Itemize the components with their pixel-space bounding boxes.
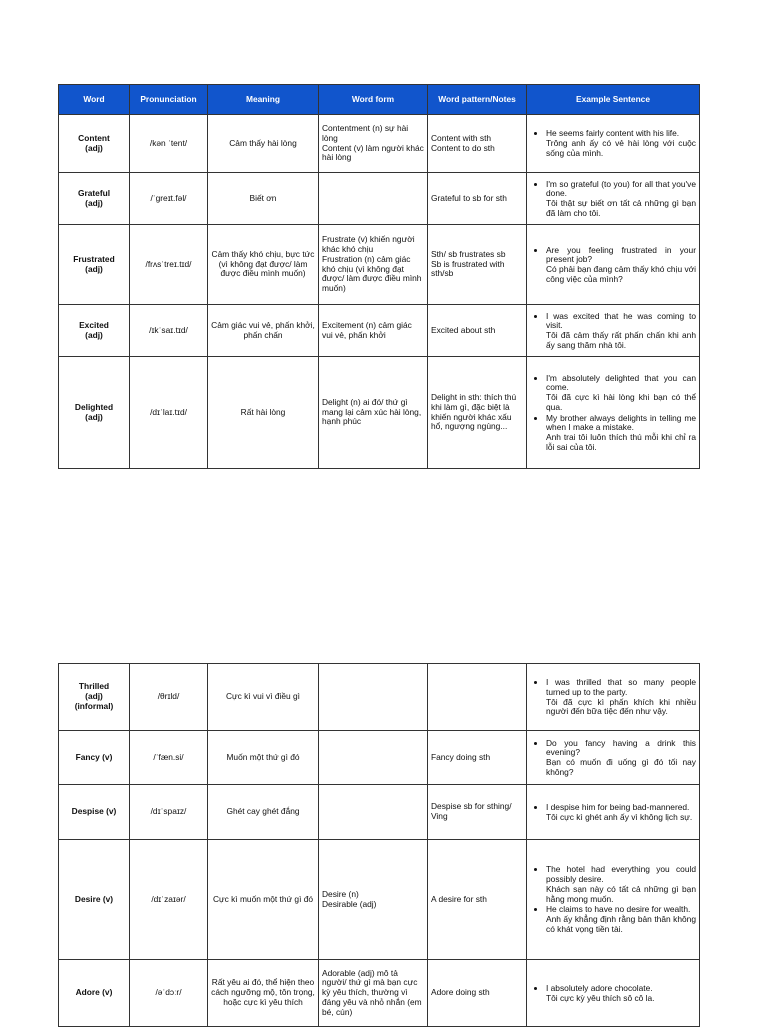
word-form-cell — [319, 785, 428, 840]
pronunciation-cell: /θrɪld/ — [130, 664, 208, 731]
table-row — [59, 115, 700, 173]
pronunciation-cell: /frʌsˈtreɪ.tɪd/ — [130, 225, 208, 305]
example-english: • Are you feeling frustrated in your present job? — [546, 244, 696, 265]
meaning-cell: Ghét cay ghét đắng — [208, 785, 319, 840]
pronunciation-cell: /əˈdɔːr/ — [130, 960, 208, 1027]
word-cell: Delighted (adj) — [59, 357, 130, 469]
example-item — [546, 128, 696, 158]
example-vietnamese: Tôi đã cực kì hài lòng khi bạn có thể qua. — [546, 392, 696, 412]
word-pattern-cell: Sth/ sb frustrates sb Sb is frustrated with sth/sb — [428, 225, 527, 305]
table-row — [59, 731, 700, 785]
example-vietnamese: Bạn có muốn đi uống gì đó tối nay không? — [546, 757, 696, 777]
example-vietnamese: Trông anh ấy có vẻ hài lòng với cuộc sống của mình. — [546, 138, 696, 158]
example-english: • I'm absolutely delighted that you can come. — [546, 372, 696, 393]
example-list — [530, 802, 696, 823]
header-word: Word — [59, 85, 130, 115]
example-sentence-cell — [527, 115, 700, 173]
word-cell: Desire (v) — [59, 840, 130, 960]
word-cell: Frustrated (adj) — [59, 225, 130, 305]
pronunciation-cell: /dɪˈlaɪ.tɪd/ — [130, 357, 208, 469]
meaning-cell: Cực kì vui vì điều gì — [208, 664, 319, 731]
example-vietnamese: Tôi thật sự biết ơn tất cả những gì bạn đã làm cho tôi. — [546, 198, 696, 218]
word-pattern-cell: A desire for sth — [428, 840, 527, 960]
word-pattern-cell — [428, 664, 527, 731]
word-form-cell — [319, 664, 428, 731]
pronunciation-cell: /kən ˈtent/ — [130, 115, 208, 173]
word-pattern-cell: Adore doing sth — [428, 960, 527, 1027]
meaning-cell: Biết ơn — [208, 173, 319, 225]
word-form-cell: Contentment (n) sự hài lòng Content (v) làm người khác hài lòng — [319, 115, 428, 173]
example-list — [530, 738, 696, 778]
example-vietnamese: Anh trai tôi luôn thích thú mỗi khi chỉ ra lỗi sai của tôi. — [546, 432, 696, 452]
example-list — [530, 677, 696, 717]
meaning-cell: Cực kì muốn một thứ gì đó — [208, 840, 319, 960]
example-list — [530, 245, 696, 285]
header-pronunciation: Pronunciation — [130, 85, 208, 115]
example-sentence-cell — [527, 840, 700, 960]
vocab-table-2 — [58, 663, 700, 1027]
pronunciation-cell: /ˈɡreɪt.fəl/ — [130, 173, 208, 225]
table-row — [59, 305, 700, 357]
example-list — [530, 179, 696, 219]
pronunciation-cell: /dɪˈspaɪz/ — [130, 785, 208, 840]
example-english: • I absolutely adore chocolate. — [546, 982, 653, 993]
header-word-pattern-notes: Word pattern/Notes — [428, 85, 527, 115]
pronunciation-cell: /ˈfæn.si/ — [130, 731, 208, 785]
example-list — [530, 311, 696, 351]
example-sentence-cell — [527, 305, 700, 357]
meaning-cell: Rất yêu ai đó, thể hiện theo cách ngưỡng mộ, tôn trọng, hoặc cực kì yêu thích — [208, 960, 319, 1027]
example-vietnamese: Khách sạn này có tất cả những gì bạn hằng mong muốn. — [546, 883, 696, 904]
table-row — [59, 173, 700, 225]
example-sentence-cell — [527, 731, 700, 785]
word-form-cell: Adorable (adj) mô tả người/ thứ gì mà bạn cực kỳ yêu thích, thường vì đáng yêu và nhỏ nhắn (em bé, cún) — [319, 960, 428, 1027]
word-cell: Adore (v) — [59, 960, 130, 1027]
meaning-cell: Rất hài lòng — [208, 357, 319, 469]
example-vietnamese: Tôi cực kì ghét anh ấy vì không lịch sự. — [546, 811, 693, 822]
example-item — [546, 983, 696, 1004]
example-english: • I despise him for being bad-mannered. — [546, 801, 690, 812]
word-form-cell — [319, 173, 428, 225]
example-sentence-cell — [527, 357, 700, 469]
example-sentence-cell — [527, 785, 700, 840]
meaning-cell: Muốn một thứ gì đó — [208, 731, 319, 785]
word-cell: Grateful (adj) — [59, 173, 130, 225]
example-item — [546, 373, 696, 413]
word-cell: Content (adj) — [59, 115, 130, 173]
word-form-cell: Excitement (n) cảm giác vui vẻ, phấn khởi — [319, 305, 428, 357]
example-sentence-cell — [527, 173, 700, 225]
example-english: • My brother always delights in telling me when I make a mistake. — [546, 412, 696, 433]
word-form-cell: Desire (n) Desirable (adj) — [319, 840, 428, 960]
table-row — [59, 225, 700, 305]
example-english: • I'm so grateful (to you) for all that you've done. — [546, 178, 696, 199]
example-english: • I was excited that he was coming to visit. — [546, 310, 696, 331]
table-row — [59, 960, 700, 1027]
word-pattern-cell: Despise sb for sthing/ Ving — [428, 785, 527, 840]
word-pattern-cell: Content with sth Content to do sth — [428, 115, 527, 173]
word-pattern-cell: Delight in sth: thích thú khi làm gì, đặc biệt là khiến người khác xấu hổ, ngượng ngùng... — [428, 357, 527, 469]
example-item — [546, 864, 696, 904]
word-form-cell — [319, 731, 428, 785]
word-cell: Despise (v) — [59, 785, 130, 840]
word-form-cell: Delight (n) ai đó/ thứ gì mang lại cảm xúc hài lòng, hạnh phúc — [319, 357, 428, 469]
meaning-cell: Cảm giác vui vẻ, phấn khởi, phấn chấn — [208, 305, 319, 357]
header-word-form: Word form — [319, 85, 428, 115]
example-item — [546, 802, 696, 823]
example-english: • He claims to have no desire for wealth. — [546, 904, 691, 915]
word-cell: Excited (adj) — [59, 305, 130, 357]
table-row — [59, 785, 700, 840]
table-row — [59, 664, 700, 731]
meaning-cell: Cảm thấy hài lòng — [208, 115, 319, 173]
example-vietnamese: Tôi đã cảm thấy rất phấn chấn khi anh ấy sang thăm nhà tôi. — [546, 330, 696, 350]
word-pattern-cell: Grateful to sb for sth — [428, 173, 527, 225]
example-vietnamese: Anh ấy khẳng định rằng bản thân không có khát vọng tiền tài. — [546, 914, 696, 934]
example-english: • I was thrilled that so many people turned up to the party. — [546, 677, 696, 697]
word-cell: Thrilled (adj) (informal) — [59, 664, 130, 731]
word-pattern-cell: Excited about sth — [428, 305, 527, 357]
example-sentence-cell — [527, 225, 700, 305]
table-row — [59, 840, 700, 960]
meaning-cell: Cảm thấy khó chịu, bực tức (vì không đạt được/ làm được điều mình muốn) — [208, 225, 319, 305]
example-item — [546, 179, 696, 219]
vocab-table-1 — [58, 84, 700, 469]
example-item — [546, 677, 696, 717]
example-english: • Do you fancy having a drink this evening? — [546, 737, 696, 758]
pronunciation-cell: /dɪˈzaɪər/ — [130, 840, 208, 960]
header-meaning: Meaning — [208, 85, 319, 115]
example-item — [546, 738, 696, 778]
example-list — [530, 128, 696, 158]
example-vietnamese: Tôi cực kỳ yêu thích sô cô la. — [546, 992, 655, 1003]
word-form-cell: Frustrate (v) khiến người khác khó chịu Frustration (n) cảm giác khó chịu (vì không đạt được/ làm được điều mình muốn) — [319, 225, 428, 305]
example-vietnamese: Tôi đã cực kì phấn khích khi nhiều người đến bữa tiệc đến như vậy. — [546, 696, 696, 717]
example-english: • The hotel had everything you could possibly desire. — [546, 864, 696, 885]
example-list — [530, 983, 696, 1004]
word-pattern-cell: Fancy doing sth — [428, 731, 527, 785]
pronunciation-cell: /ɪkˈsaɪ.tɪd/ — [130, 305, 208, 357]
example-list — [530, 864, 696, 934]
example-list — [530, 373, 696, 453]
example-english: • He seems fairly content with his life. — [546, 128, 680, 139]
table-row — [59, 357, 700, 469]
example-vietnamese: Có phải bạn đang cảm thấy khó chịu với công việc của mình? — [546, 264, 696, 284]
word-cell: Fancy (v) — [59, 731, 130, 785]
header-example-sentence: Example Sentence — [527, 85, 700, 115]
example-item — [546, 245, 696, 285]
example-item — [546, 904, 696, 934]
example-sentence-cell — [527, 960, 700, 1027]
table-header-row — [59, 85, 700, 115]
example-sentence-cell — [527, 664, 700, 731]
example-item — [546, 311, 696, 351]
example-item — [546, 413, 696, 453]
